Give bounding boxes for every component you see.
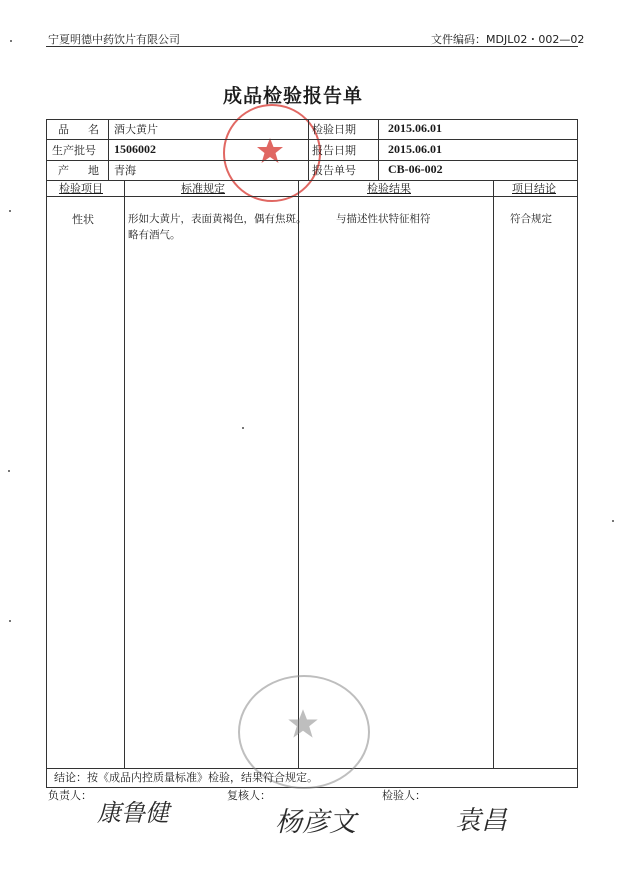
report-number-label: 报告单号	[312, 164, 356, 177]
info-col-divider	[108, 119, 109, 180]
scan-speck	[612, 520, 614, 522]
table-right-border	[577, 119, 578, 787]
scan-speck	[10, 40, 12, 42]
table-top-border	[46, 119, 578, 120]
main-col-divider	[124, 180, 125, 768]
main-col-divider	[493, 180, 494, 768]
reviewer-signature: 杨彦文	[275, 807, 356, 838]
column-header-result: 检验结果	[367, 182, 411, 195]
batch-value: 1506002	[114, 142, 156, 156]
batch-label: 生产批号	[52, 144, 96, 157]
table-row-standard-line1: 形如大黄片，表面黄褐色，偶有焦斑。	[128, 213, 307, 225]
stamp-star-icon	[255, 136, 285, 166]
origin-value: 青海	[114, 164, 136, 177]
table-row-conclusion: 符合规定	[510, 213, 552, 225]
scan-speck	[9, 210, 11, 212]
info-col-divider	[308, 119, 309, 180]
origin-label: 产 地	[58, 164, 103, 177]
responsible-signature: 康鲁健	[97, 799, 169, 827]
product-value: 酒大黄片	[114, 123, 158, 136]
responsible-label: 负责人：	[48, 789, 92, 802]
page-title: 成品检验报告单	[223, 85, 364, 107]
document-code	[431, 31, 584, 47]
info-row-divider	[46, 139, 578, 140]
conclusion-text: 结论：按《成品内控质量标准》检验，结果符合规定。	[54, 771, 318, 784]
scan-speck	[9, 620, 11, 622]
column-header-conclusion: 项目结论	[512, 182, 556, 195]
scan-speck	[8, 470, 10, 472]
header-rule	[46, 46, 578, 47]
header-row-divider	[46, 196, 578, 197]
seal-star-icon	[286, 707, 320, 741]
info-col-divider	[378, 119, 379, 180]
reviewer-label: 复核人：	[227, 789, 271, 802]
table-row-standard-line2: 略有酒气。	[128, 229, 181, 241]
table-row-result: 与描述性状特征相符	[336, 213, 431, 225]
document-code-label: 文件编码：	[431, 33, 486, 46]
column-header-item: 检验项目	[59, 182, 103, 195]
info-row-divider	[46, 180, 578, 181]
table-row-item: 性状	[72, 213, 94, 226]
inspector-label: 检验人：	[382, 789, 426, 802]
document-code-value: MDJL02・002—02	[486, 33, 585, 46]
inspect-date-value: 2015.06.01	[388, 121, 442, 135]
report-date-value: 2015.06.01	[388, 142, 442, 156]
report-date-label: 报告日期	[312, 144, 356, 157]
table-left-border	[46, 119, 47, 787]
company-name: 宁夏明德中药饮片有限公司	[48, 33, 180, 46]
info-row-divider	[46, 160, 578, 161]
report-number-value: CB-06-002	[388, 162, 443, 176]
inspector-signature: 袁昌	[455, 806, 508, 836]
inspect-date-label: 检验日期	[312, 123, 356, 136]
product-label: 品 名	[58, 123, 103, 136]
scan-speck	[242, 427, 244, 429]
column-header-standard: 标准规定	[181, 182, 225, 195]
